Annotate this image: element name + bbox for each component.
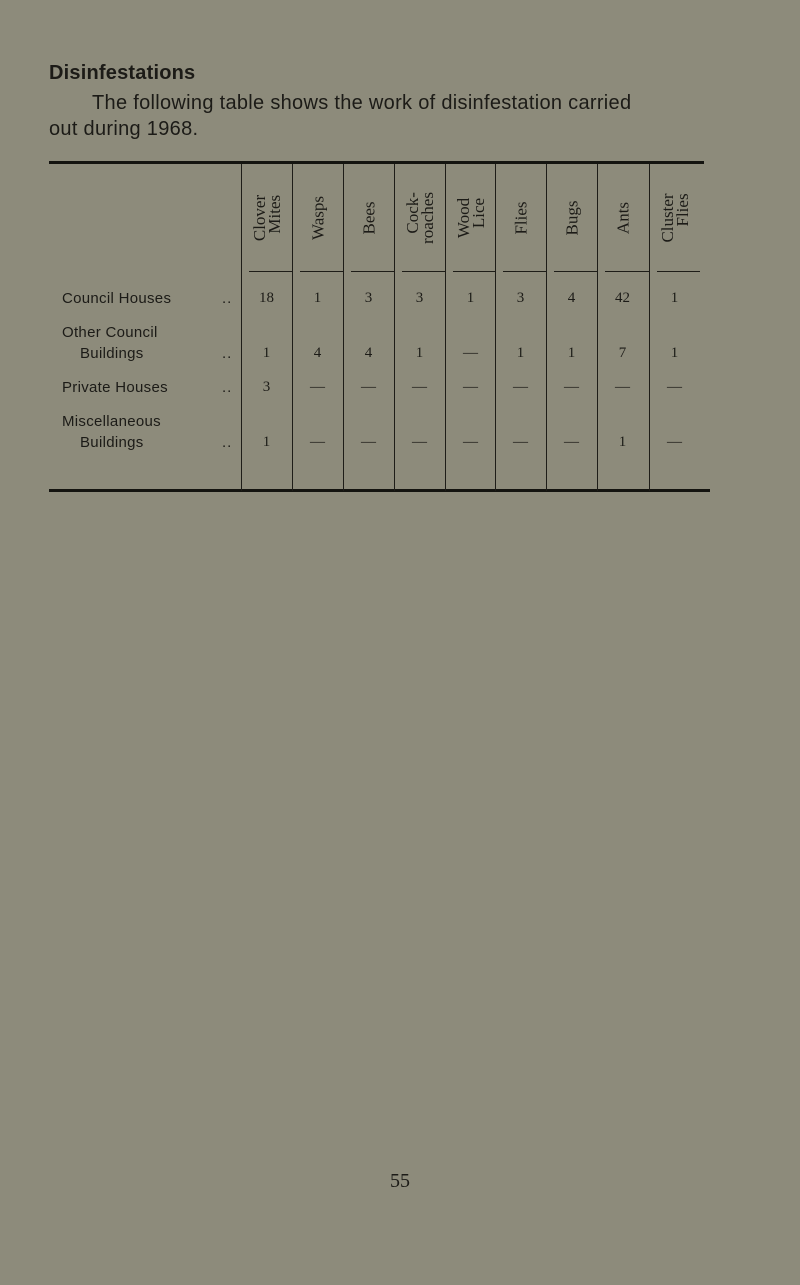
leader-dots: .. xyxy=(222,345,233,362)
table-cell: 18 xyxy=(259,290,274,306)
header-underline xyxy=(249,271,292,272)
table-cell: 3 xyxy=(415,290,424,306)
column-header-label: Ants xyxy=(613,201,632,234)
column-header xyxy=(649,164,700,271)
table-cell: 1 xyxy=(618,434,627,450)
table-cell: — xyxy=(667,379,682,395)
table-cell: — xyxy=(615,379,630,395)
table-cell: — xyxy=(463,379,478,395)
column-header xyxy=(394,164,445,271)
column-header-label: Cluster Flies xyxy=(657,192,692,243)
table-cell: — xyxy=(361,379,376,395)
header-underline xyxy=(351,271,394,272)
page-title: Disinfestations xyxy=(49,62,196,84)
table-cell: — xyxy=(412,434,427,450)
table-cell: 3 xyxy=(364,290,373,306)
table-cell: 1 xyxy=(466,290,475,306)
row-label: Private Houses xyxy=(62,379,168,396)
row-label: Miscellaneous xyxy=(62,413,161,430)
column-header xyxy=(241,164,292,271)
intro-paragraph xyxy=(49,90,749,142)
header-underline xyxy=(453,271,495,272)
table-cell: 3 xyxy=(262,379,271,395)
table-cell: 1 xyxy=(262,345,271,361)
table-cell: 1 xyxy=(670,290,679,306)
column-header-label: Wood Lice xyxy=(453,197,488,238)
table-cell: — xyxy=(564,434,579,450)
table-cell: 1 xyxy=(262,434,271,450)
table-cell: 1 xyxy=(567,345,576,361)
leader-dots: .. xyxy=(222,290,233,307)
header-underline xyxy=(554,271,597,272)
header-underline xyxy=(402,271,445,272)
column-header-label: Clover Mites xyxy=(249,194,284,241)
table-cell: — xyxy=(463,434,478,450)
table-cell: 7 xyxy=(618,345,627,361)
column-header-label: Bugs xyxy=(562,200,581,235)
table-cell: — xyxy=(463,345,478,361)
table-cell: 4 xyxy=(313,345,322,361)
table-bottom-rule xyxy=(49,489,710,492)
table-cell: — xyxy=(667,434,682,450)
table-cell: 1 xyxy=(516,345,525,361)
leader-dots: .. xyxy=(222,379,233,396)
header-underline xyxy=(300,271,343,272)
table-cell: — xyxy=(310,434,325,450)
intro-line-1: The following table shows the work of disinfestation carried xyxy=(92,92,632,114)
column-header-label: Cock- roaches xyxy=(402,191,437,244)
header-underline xyxy=(657,271,700,272)
column-header-label: Wasps xyxy=(308,195,327,240)
column-header xyxy=(495,164,546,271)
header-underline xyxy=(503,271,546,272)
row-label: Council Houses xyxy=(62,290,172,307)
table-cell: 42 xyxy=(615,290,630,306)
header-underline xyxy=(605,271,649,272)
table-cell: — xyxy=(513,434,528,450)
table-cell: 4 xyxy=(567,290,576,306)
table-cell: — xyxy=(310,379,325,395)
table-cell: — xyxy=(564,379,579,395)
table-cell: 1 xyxy=(313,290,322,306)
table-cell: — xyxy=(361,434,376,450)
column-header xyxy=(292,164,343,271)
table-cell: — xyxy=(513,379,528,395)
row-label: Other Council xyxy=(62,324,158,341)
column-header xyxy=(445,164,496,271)
table-cell: — xyxy=(412,379,427,395)
row-label: Buildings xyxy=(80,345,144,362)
column-header-label: Bees xyxy=(359,200,378,235)
intro-line-2: out during 1968. xyxy=(49,118,199,140)
column-header xyxy=(343,164,394,271)
leader-dots: .. xyxy=(222,434,233,451)
column-header xyxy=(597,164,648,271)
page-number: 55 xyxy=(390,1170,410,1192)
table-cell: 4 xyxy=(364,345,373,361)
row-label: Buildings xyxy=(80,434,144,451)
table-cell: 1 xyxy=(415,345,424,361)
table-cell: 1 xyxy=(670,345,679,361)
column-header-label: Flies xyxy=(511,200,530,235)
table-cell: 3 xyxy=(516,290,525,306)
column-header xyxy=(546,164,597,271)
